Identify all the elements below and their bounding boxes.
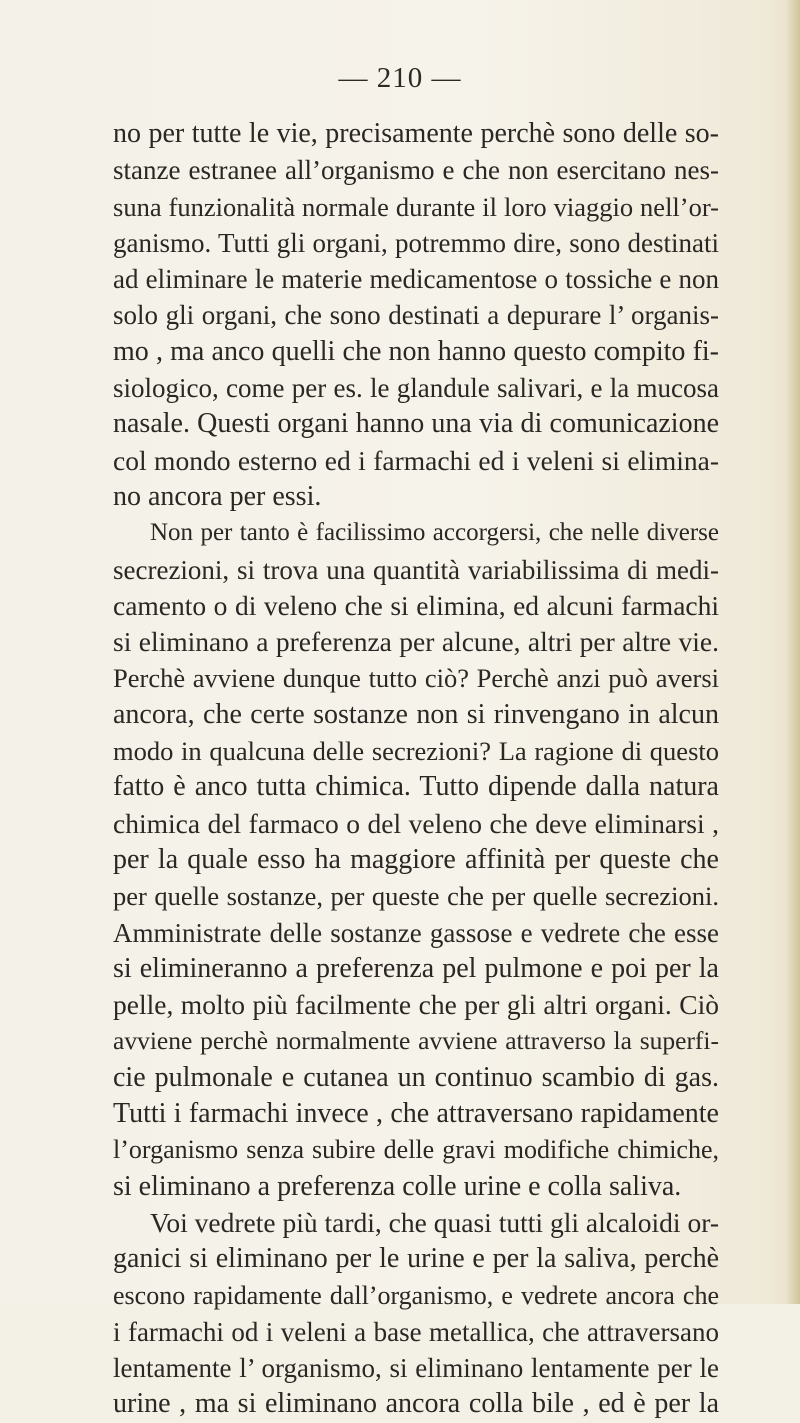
text-line: ganismo. Tutti gli organi, potremmo dire, sono destinati: [113, 227, 719, 258]
text-line: urine , ma si eliminano ancora colla bile , ed è per la: [113, 1388, 719, 1420]
text-line: camento o di veleno che si elimina, ed alcuni farmachi: [113, 589, 719, 621]
text-line: no ancora per essi.: [113, 480, 322, 512]
page-number: — 210 —: [338, 62, 462, 94]
text-line: ancora, che certe sostanze non si rinvengano in alcun: [113, 698, 719, 730]
text-line: siologico, come per es. le glandule salivari, e la mucosa: [113, 373, 719, 404]
text-line: escono rapidamente dall’organismo, e vedrete ancora che: [113, 1280, 719, 1310]
body-text: [113, 116, 719, 1423]
text-line: pelle, molto più facilmente che per gli altri organi. Ciò: [113, 989, 719, 1021]
text-line: cie pulmonale e cutanea un continuo scambio di gas.: [113, 1061, 719, 1093]
page-edge-shadow: [786, 0, 800, 1304]
text-line: si eliminano a preferenza per alcune, altri per altre vie.: [113, 626, 719, 658]
text-line: nasale. Questi organi hanno una via di comunicazione: [113, 408, 719, 440]
text-line: si eliminano a preferenza colle urine e colla saliva.: [113, 1170, 682, 1202]
text-line: per quelle sostanze, per queste che per quelle secrezioni.: [113, 881, 719, 912]
text-line: Voi vedrete più tardi, che quasi tutti gli alcaloidi or-: [150, 1206, 719, 1238]
text-line: Non per tanto è facilissimo accorgersi, che nelle diverse: [150, 519, 719, 547]
text-line: secrezioni, si trova una quantità variabilissima di medi-: [113, 554, 719, 585]
text-line: Amministrate delle sostanze gassose e vedrete che esse: [113, 917, 719, 948]
text-line: l’organismo senza subire delle gravi modifiche chimiche,: [113, 1135, 719, 1165]
text-line: modo in qualcuna delle secrezioni? La ragione di questo: [113, 736, 719, 767]
text-line: mo , ma anco quelli che non hanno questo compito fi-: [113, 335, 719, 367]
text-line: ganici si eliminano per le urine e per la saliva, perchè: [113, 1243, 719, 1275]
text-line: no per tutte le vie, precisamente perchè sono delle so-: [113, 118, 719, 149]
text-line: stanze estranee all’organismo e che non esercitano nes-: [113, 155, 719, 186]
text-line: i farmachi od i veleni a base metallica, che attraversano: [113, 1316, 719, 1347]
text-line: Tutti i farmachi invece , che attraversano rapidamente: [113, 1098, 719, 1130]
text-line: suna funzionalità normale durante il loro viaggio nell’or-: [113, 191, 719, 222]
text-line: Perchè avviene dunque tutto ciò? Perchè anzi può aversi: [113, 663, 719, 694]
text-line: ad eliminare le materie medicamentose o tossiche e non: [113, 264, 719, 295]
text-line: chimica del farmaco o del veleno che deve eliminarsi ,: [113, 807, 719, 839]
text-line: lentamente l’ organismo, si eliminano lentamente per le: [113, 1353, 719, 1384]
text-line: si elimineranno a preferenza pel pulmone e poi per la: [113, 952, 719, 984]
text-line: solo gli organi, che sono destinati a depurare l’ organis-: [113, 300, 719, 331]
text-line: col mondo esterno ed i farmachi ed i veleni si elimina-: [113, 444, 719, 476]
text-line: fatto è anco tutta chimica. Tutto dipende dalla natura: [113, 771, 719, 803]
text-line: per la quale esso ha maggiore affinità per queste che: [113, 843, 719, 875]
text-line: avviene perchè normalmente avviene attraverso la superfi-: [113, 1026, 719, 1056]
